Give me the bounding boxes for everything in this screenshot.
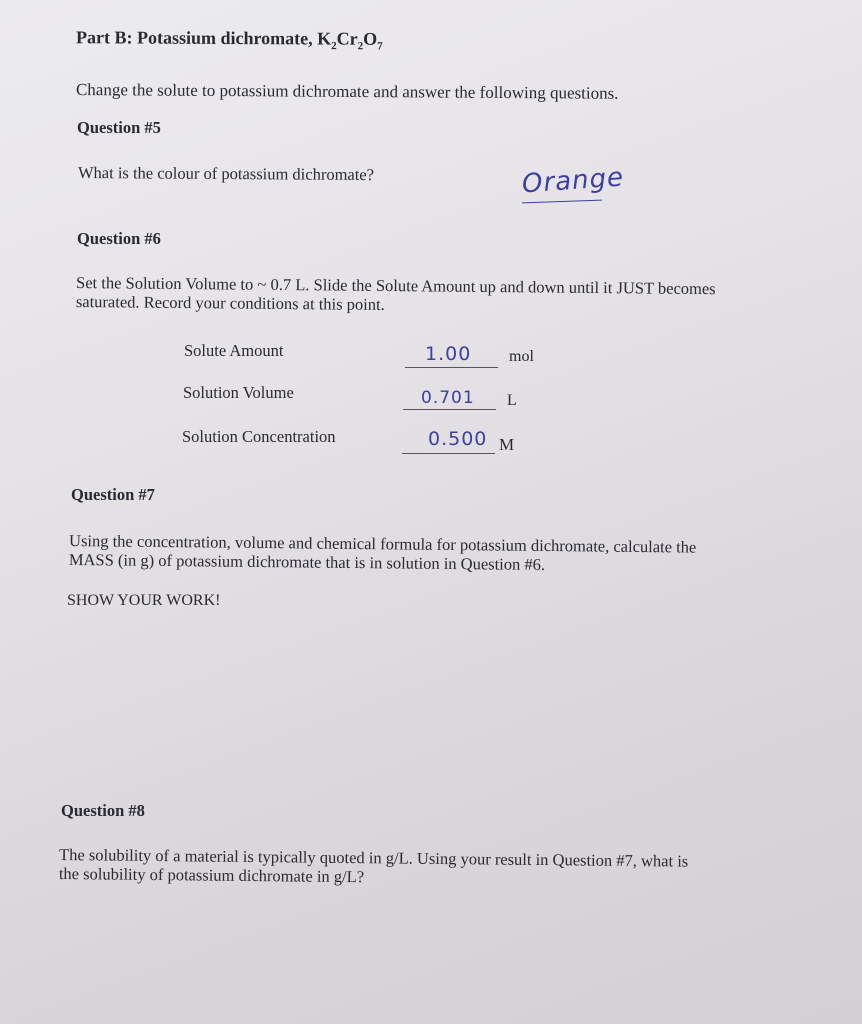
- q6-row-underline-solution-volume: [403, 409, 496, 410]
- q6-row-value-solute-amount: 1.00: [425, 343, 472, 365]
- title-sub-k: 2: [331, 40, 337, 53]
- q7-heading: Question #7: [71, 485, 155, 504]
- q8-prompt-line1: The solubility of a material is typically quoted in g/L. Using your result in Question #7, what is: [59, 845, 689, 871]
- q7-show-work-note: SHOW YOUR WORK!: [67, 592, 221, 609]
- q5-heading: Question #5: [77, 118, 161, 137]
- title-sub-cr: 2: [357, 40, 364, 53]
- title-cr: Cr: [336, 28, 358, 49]
- title-o: O: [363, 28, 378, 49]
- q6-row-value-solution-volume: 0.701: [421, 388, 475, 408]
- q7-prompt: [69, 531, 697, 576]
- q6-row-unit-solute-amount: mol: [509, 348, 534, 365]
- q5-answer-underline: [522, 200, 602, 204]
- q6-row-label-solution-concentration: Solution Concentration: [182, 427, 336, 446]
- q8-prompt-line2: the solubility of potassium dichromate in g/L?: [58, 864, 365, 887]
- q6-row-label-solution-volume: Solution Volume: [183, 383, 294, 402]
- part-b-instruction: Change the solute to potassium dichromate and answer the following questions.: [75, 80, 619, 103]
- q7-prompt-line2: MASS (in g) of potassium dichromate that is in solution in Question #6.: [68, 550, 546, 574]
- q6-prompt-line2: saturated. Record your conditions at this point.: [75, 292, 385, 314]
- q6-row-underline-solute-amount: [405, 367, 498, 368]
- q6-row-value-solution-concentration: 0.500: [428, 428, 488, 450]
- title-prefix: Part B: Potassium dichromate, K: [75, 27, 332, 49]
- q6-row-unit-solution-concentration: M: [499, 435, 515, 454]
- q8-prompt: [59, 845, 689, 890]
- part-b-title: [76, 27, 383, 52]
- title-sub-o: 7: [377, 40, 383, 53]
- q6-row-label-solute-amount: Solute Amount: [184, 341, 284, 360]
- q7-prompt-line1: Using the concentration, volume and chemical formula for potassium dichromate, calculate the: [69, 531, 697, 557]
- q6-heading: Question #6: [77, 229, 161, 248]
- q5-handwritten-answer: Orange: [521, 162, 626, 200]
- q8-heading: Question #8: [61, 801, 145, 820]
- q6-row-unit-solution-volume: L: [507, 392, 517, 409]
- q5-prompt: What is the colour of potassium dichromate?: [77, 163, 375, 185]
- q6-row-underline-solution-concentration: [402, 453, 495, 454]
- q6-prompt-line1: Set the Solution Volume to ~ 0.7 L. Slide the Solute Amount up and down until it JUST becomes: [76, 273, 716, 299]
- q6-prompt: [76, 273, 716, 317]
